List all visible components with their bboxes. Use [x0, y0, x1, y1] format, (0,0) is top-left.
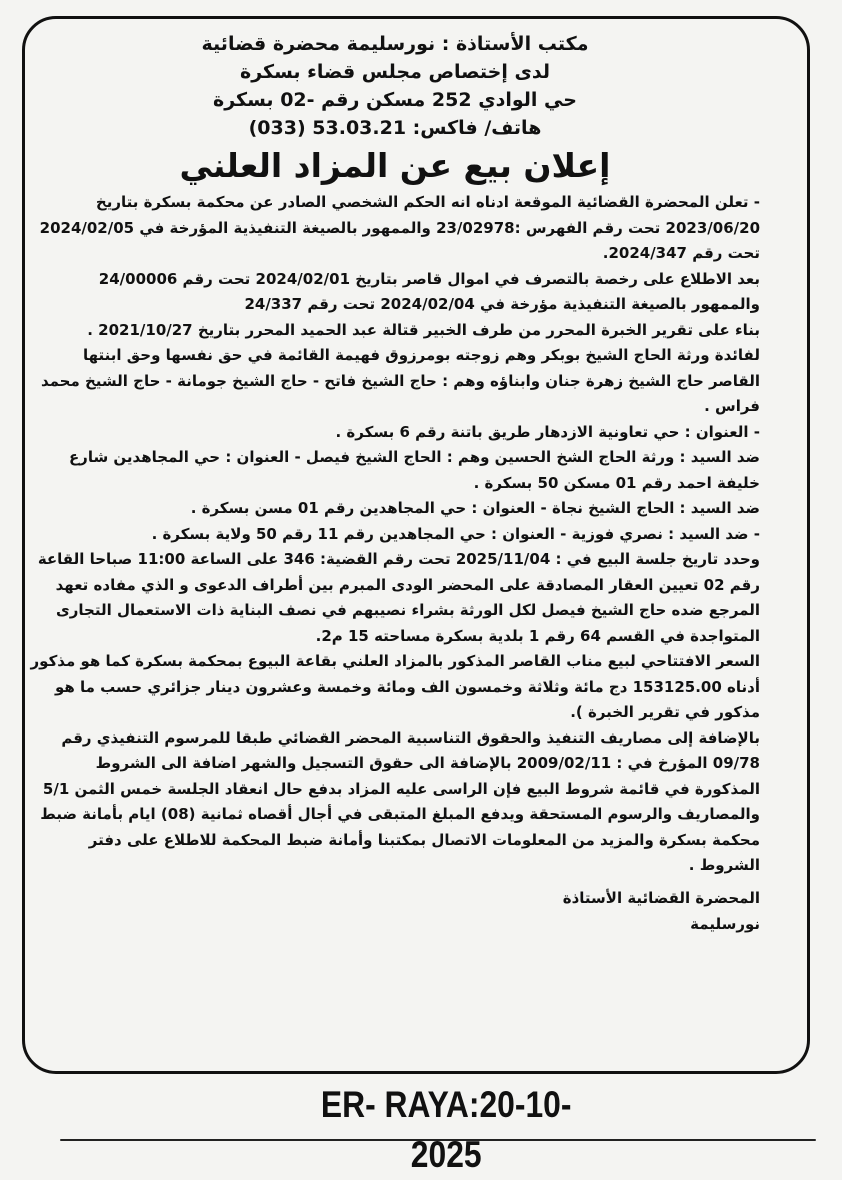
paragraph: - تعلن المحضرة القضائية الموقعة ادناه انه الحكم الشخصي الصادر عن محكمة بسكرة بتاريخ 2023/06/20 تحت رقم الفهرس :23/02978 والممهور بالصيغة التنفيذية المؤرخة في 2024/02/05 تحت رقم 2024/347. — [39, 193, 760, 262]
office-header — [30, 30, 760, 142]
notice-content — [30, 30, 760, 937]
notice-title: إعلان بيع عن المزاد العلني — [179, 146, 611, 185]
paragraph: بناء على تقرير الخبرة المحرر من طرف الخبير قتالة عبد الحميد المحرر بتاريخ 2021/10/27 . — [87, 320, 760, 339]
paragraph: وحدد تاريخ جلسة البيع في : 2025/11/04 تحت رقم القضية: 346 على الساعة 11:00 صباحا القاعة رقم 02 تعيين العقار المصادقة على المحضر الودى المبرم بين أطراف الدعوى و الذي مفاده تعهد المرجع ضده حاج الشيخ فيصل لكل الورثة بشراء نصيبهم في نصف البناية ذات الاستعمال التجارى المتواجدة في القسم 64 رقم 1 بلدية بسكرة مساحته 15 م2. — [37, 550, 760, 645]
paragraph: ضد السيد : الحاج الشيخ نجاة - العنوان : حي المجاهدين رقم 01 مسن بسكرة . — [190, 499, 760, 517]
paragraph: لفائدة ورثة الحاج الشيخ بوبكر وهم زوجته بومرزوق فهيمة القائمة في حق نفسها وحق ابنتها القاصر حاج الشيخ زهرة جنان وابناؤه وهم : حاج الشيخ فاتح - حاج الشيخ جومانة - حاج الشيخ محمد فراس . — [40, 346, 760, 415]
office-phone: هاتف/ فاكس: 53.03.21 (033) — [248, 117, 542, 139]
paragraph: بالإضافة إلى مصاريف التنفيذ والحقوق التناسبية المحضر القضائي طبقا للمرسوم التنفيذي رقم 09/78 المؤرخ في : 2009/02/11 بالإضافة الى حقوق التسجيل والشهر اضافة الى الشروط المذكورة في قائمة شروط البيع فإن الراسى عليه المزاد بدفع حال انعقاد الجلسة خمس الثمن 5/1 والمصاريف والرسوم المستحقة ويدفع المبلغ المتبقى في أجال أقصاه ثمانية (08) ايام بأمانة ضبط محكمة بسكرة والمزيد من المعلومات الاتصال بمكتبنا وأمانة ضبط المحكمة للاطلاع على دفتر الشروط . — [40, 728, 760, 874]
signature-block — [30, 885, 760, 937]
paragraph: بعد الاطلاع على رخصة بالتصرف في اموال قاصر بتاريخ 2024/02/01 تحت رقم 24/00006 والممهور بالصيغة التنفيذية مؤرخة في 2024/02/04 تحت رقم 24/337 — [98, 269, 760, 313]
signature-title: المحضرة القضائية الأستاذة — [562, 888, 760, 907]
paragraph: السعر الافتتاحي لبيع مناب القاصر المذكور بالمزاد العلني بقاعة البيوع بمحكمة بسكرة كما هو مذكور أدناه 153125.00 دج مائة وثلاثة وخمسون الف ومائة وخمسة وعشرون دينار جزائري حسب ما هو مذكور في تقرير الخبرة ). — [30, 652, 760, 721]
publication-footer: ER- RAYA:20-10-2025 — [320, 1084, 572, 1175]
paragraph: - ضد السيد : نصري فوزية - العنوان : حي المجاهدين رقم 11 رقم 50 ولاية بسكرة . — [151, 524, 760, 543]
notice-body — [30, 190, 760, 879]
office-name: مكتب الأستاذة : نورسليمة محضرة قضائية — [201, 33, 589, 55]
office-jurisdiction: لدى إختصاص مجلس قضاء بسكرة — [240, 61, 550, 83]
paragraph: ضد السيد : ورثة الحاج الشخ الحسين وهم : الحاج الشيخ فيصل - العنوان : حي المجاهدين شارع خليفة احمد رقم 01 مسكن 50 بسكرة . — [68, 448, 760, 492]
paragraph: - العنوان : حي تعاونية الازدهار طريق باتنة رقم 6 بسكرة . — [335, 422, 760, 441]
office-address: حي الوادي 252 مسكن رقم -02 بسكرة — [213, 89, 577, 111]
signature-name: نورسليمة — [690, 914, 760, 933]
